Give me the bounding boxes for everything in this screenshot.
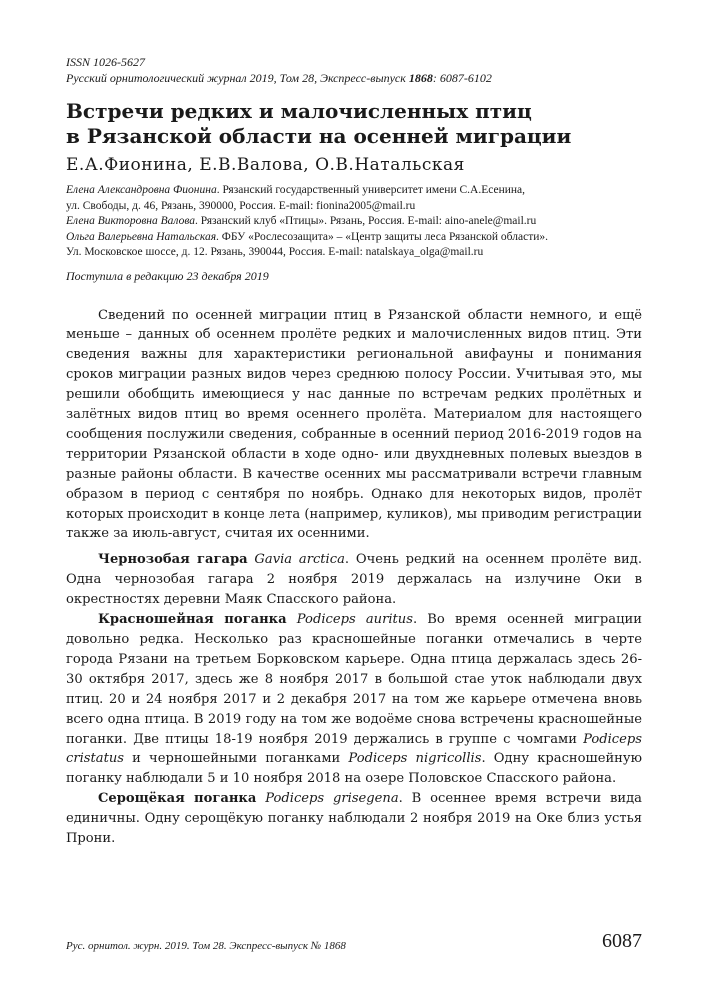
species-text: . Одну красношейную поганку наблюдали 5 и 10 ноября 2018 на озере Половское Спасского района. [66, 751, 643, 787]
affiliations [66, 183, 642, 261]
affiliation-text: ул. Свободы, д. 46, Рязань, 390000, Россия. E-mail: fionina2005@mail.ru [66, 199, 416, 212]
species-text: и черношейными поганками [123, 751, 349, 767]
intro-paragraph: Сведений по осенней миграции птиц в Рязанской области немного, и ещё меньше – данных об осеннем пролёте редких и малочисленных видов птиц. Эти сведения важны для характеристики региональной авифауны и понимания сроков миграции разных видов через среднюю полосу России. Учитывая это, мы решили обобщить имеющиеся у нас данные по встречам редких пролётных и залётных видов птиц во время осеннего пролёта. Материалом для настоящего сообщения послужили сведения, собранные в осенний период 2016-2019 годов на территории Рязанской области в ходе одно- или двухдневных полевых выездов в разные районы области. В качестве осенних мы рассматривали встречи главным образом в период с сентября по ноябрь. Однако для некоторых видов, пролёт которых происходит в конце лета (например, куликов), мы приводим регистрации также за июль-август, считая их осенними. [66, 307, 642, 542]
page-number: 6087 [602, 930, 642, 952]
affiliation-line [66, 183, 642, 199]
author-name: Елена Викторовна Валова [66, 215, 195, 227]
issn: ISSN 1026-5627 [66, 55, 145, 69]
footer-citation: Рус. орнитол. журн. 2019. Том 28. Экспресс-выпуск № 1868 [66, 940, 346, 952]
received-date: Поступила в редакцию 23 декабря 2019 [66, 268, 269, 283]
species-paragraph [66, 789, 642, 849]
affiliation-line [66, 199, 642, 215]
title-line-1: Встречи редких и малочисленных птиц [66, 99, 532, 123]
species-latin: Gavia arctica [254, 552, 345, 568]
species-latin: Podiceps nigricollis [348, 751, 482, 767]
title-line-2: в Рязанской области на осенней миграции [66, 124, 572, 148]
species-paragraph [66, 610, 642, 789]
species-paragraph [66, 550, 642, 610]
species-text: . Очень редкий на осеннем пролёте вид. Одна чернозобая гагара 2 ноября 2019 держалась на излучине Оки в окрестностях деревни Маяк Спасского района. [66, 552, 642, 608]
affiliation-text: Ул. Московское шоссе, д. 12. Рязань, 390044, Россия. E-mail: natalskaya_olga@mail.ru [66, 246, 484, 258]
species-text: . Во время осенней миграции довольно редка. Несколько раз красношейные поганки отмечались в черте города Рязани на третьем Борковском карьере. Одна птица держалась здесь 26-30 октября 2017, здесь же 8 ноября 2017 в большой стае уток наблюдали двух птиц. 20 и 24 ноября 2017 и 2 декабря 2017 на том же карьере отмечена вновь всего одна птица. В 2019 году на том же водоёме снова встречены красношейные поганки. Две птицы 18-19 ноября 2019 держались в группе с чомгами [66, 612, 642, 747]
author-name: Елена Александровна Фионина [66, 184, 217, 196]
journal-reference [66, 70, 642, 86]
species-latin: Podiceps cristatus [66, 731, 642, 767]
affiliation-line [66, 245, 642, 261]
species-latin: Podiceps auritus [296, 612, 413, 628]
affiliation-line [66, 214, 642, 230]
journal-name: Русский орнитологический журнал 2019, Том 28, Экспресс-выпуск [66, 71, 409, 85]
article-page [66, 54, 642, 849]
journal-pages: : 6087-6102 [432, 71, 492, 85]
authors: Е.А.Фионина, Е.В.Валова, О.В.Натальская [66, 155, 465, 175]
affiliation-text: . Рязанский клуб «Птицы». Рязань, Россия. E-mail: aino-anele@mail.ru [194, 215, 537, 227]
species-latin: Podiceps grisegena [265, 791, 399, 807]
affiliation-line [66, 230, 642, 246]
affiliation-text: . ФБУ «Рослесозащита» – «Центр защиты леса Рязанской области». [216, 230, 549, 243]
species-name: Серощёкая поганка [98, 791, 257, 807]
article-title [66, 99, 642, 149]
author-name: Ольга Валерьевна Натальская [66, 230, 217, 243]
affiliation-text: . Рязанский государственный университет имени С.А.Есенина, [216, 184, 526, 196]
species-name: Чернозобая гагара [98, 552, 248, 568]
species-name: Красношейная поганка [98, 612, 287, 628]
species-text: . В осеннее время встречи вида единичны. Одну серощёкую поганку наблюдали 2 ноября 2019 на Оке близ устья Прони. [66, 791, 642, 847]
journal-issue: 1868 [408, 71, 433, 85]
